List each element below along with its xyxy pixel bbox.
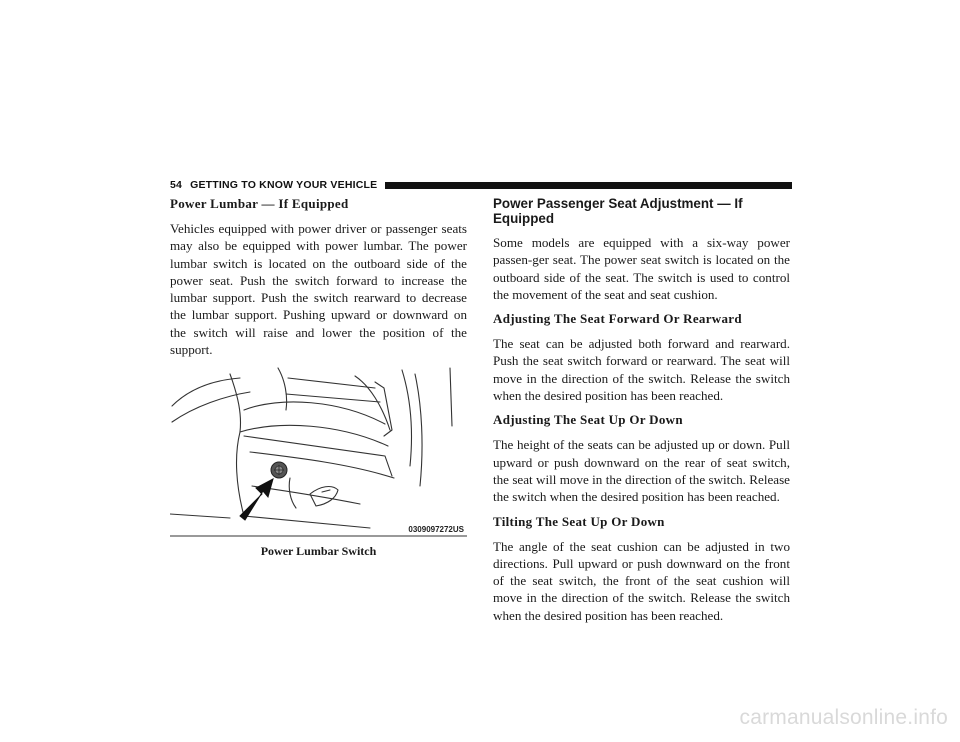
seat-switch-illustration (170, 366, 467, 542)
passenger-seat-intro: Some models are equipped with a six-way power passen-ger seat. The power seat switch is located on the outboard side of the seat. The switch is used to control the movement of the seat and seat cushion. (493, 235, 790, 302)
header-rule (385, 182, 792, 189)
forward-rearward-text: The seat can be adjusted both forward and rearward. Push the seat switch forward or rearward. The seat will move in the direction of the switch. Release the switch when the desired position has been reached. (493, 336, 790, 404)
figure-code: 0309097272US (408, 525, 464, 535)
page-header (170, 179, 792, 191)
left-column (170, 196, 467, 559)
right-column (493, 196, 790, 632)
watermark: carmanualsonline.info (739, 706, 948, 729)
figure-caption: Power Lumbar Switch (260, 544, 377, 559)
power-lumbar-heading: Power Lumbar — If Equipped (170, 196, 349, 211)
tilt-heading: Tilting The Seat Up Or Down (493, 513, 665, 529)
up-down-heading: Adjusting The Seat Up Or Down (493, 412, 683, 428)
tilt-text: The angle of the seat cushion can be adjusted in two directions. Pull upward or push downward on the front of the seat switch, the front of the seat cushion will move in the direction of the switch. Release the switch when the desired position has been reached. (493, 538, 790, 623)
power-lumbar-paragraph: Vehicles equipped with power driver or passenger seats may also be equipped with power lumbar. The power lumbar switch is located on the outboard side of the power seat. Push the switch forward to increase the lumbar support. Push the switch rearward to decrease the lumbar support. Pushing upward or downward on the switch will raise and lower the position of the support. (170, 221, 467, 358)
up-down-text: The height of the seats can be adjusted up or down. Pull upward or push downward on the rear of seat switch, the seat will move in the direction of the switch. Release the switch when the desired position has been reached. (493, 437, 790, 505)
forward-rearward-heading: Adjusting The Seat Forward Or Rearward (493, 311, 742, 327)
section-title: GETTING TO KNOW YOUR VEHICLE (190, 179, 378, 191)
page-number: 54 (170, 179, 183, 191)
passenger-seat-heading: Power Passenger Seat Adjustment — If Equipped (493, 196, 743, 226)
power-lumbar-figure (170, 366, 467, 542)
